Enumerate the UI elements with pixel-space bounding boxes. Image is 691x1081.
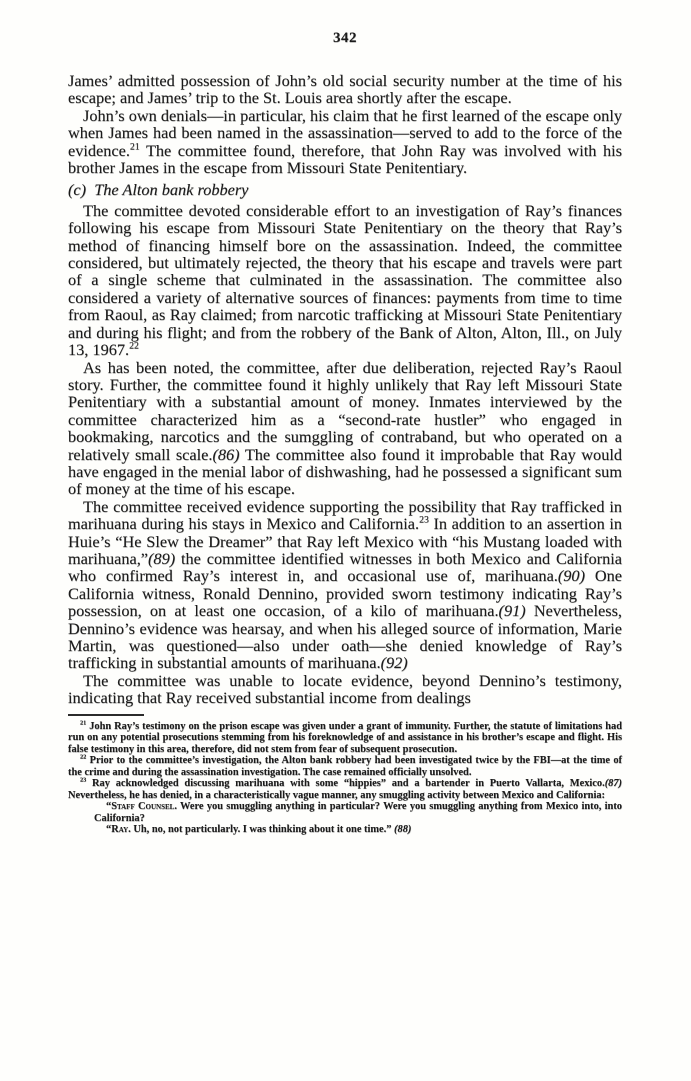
footnote-divider: [68, 714, 144, 716]
footnotes-section: [68, 721, 622, 836]
footnote-quote-line: “Ray. Uh, no, not particularly. I was thinking about it one time.” (88): [106, 824, 412, 836]
footnote-quote-line: “Staff Counsel. Were you smuggling anything in particular? Were you smuggling anything from Mexico into, into California?: [94, 801, 622, 824]
body-paragraph: The committee was unable to locate evidence, beyond Dennino’s testimony, indicating that Ray received substantial income from dealings: [68, 670, 622, 708]
section-heading: (c) The Alton bank robbery: [68, 180, 249, 200]
footnote: $^{22}$ Prior to the committee’s investigation, the Alton bank robbery had been investigated twice by the FBI—at the time of the crime and during the assassination investigation. The case remained officially unsolved.: [68, 753, 622, 778]
body-paragraph: As has been noted, the committee, after due deliberation, rejected Ray’s Raoul story. Further, the committee found it highly unlikely that Ray left Missouri State Penitentiary with a substantial amount of money. Inmates interviewed by the committee characterized him as a “second-rate hustler” who engaged in bookmaking, narcotics and the sumggling of contraband, but who operated on a relatively small scale.(86) The committee also found it improbable that Ray would have engaged in the menial labor of dishwashing, had he possessed a significant sum of money at the time of his escape.: [68, 357, 623, 499]
footnote: $^{23}$ Ray acknowledged discussing marihuana with some “hippies” and a bartender in Puerto Vallarta, Mexico.(87) Nevertheless, he has denied, in a characteristically vague manner, any smuggling activity between Mexico and California:: [68, 776, 622, 801]
page-body: [68, 72, 622, 707]
body-paragraph: The committee devoted considerable effort to an investigation of Ray’s finances following his escape from Missouri State Penitentiary on the theory that Ray’s method of financing himself bore on the assassination. Indeed, the committee considered, but ultimately rejected, the theory that his escape and travels were part of a single scheme that culminated in the assassination. The committee also considered a variety of alternative sources of finances: payments from time to time from Raoul, as Ray claimed; from narcotic trafficking at Missouri State Penitentiary and during his flight; and from the robbery of the Bank of Alton, Alton, Ill., on July 13, 1967.22: [68, 200, 622, 360]
page-number: 342: [333, 30, 357, 46]
footnote: $^{21}$ John Ray’s testimony on the prison escape was given under a grant of immunity. Further, the statute of limitations had run on any potential prosecutions stemming from his foreknowledge of and assistance in his brother’s escape and flight. His false testimony in this area, therefore, did not stem from fear of subsequent prosecution.: [68, 719, 622, 755]
body-paragraph: John’s own denials—in particular, his claim that he first learned of the escape only when James had been named in the assassination—served to add to the force of the evidence.$^{21}$ The committee found, therefore, that John Ray was involved with his brother James in the escape from Missouri State Penitentiary.: [68, 105, 622, 178]
body-paragraph: James’ admitted possession of John’s old social security number at the time of his escape; and James’ trip to the St. Louis area shortly after the escape.: [68, 71, 622, 108]
body-paragraph: The committee received evidence supporting the possibility that Ray trafficked in marihuana during his stays in Mexico and California.$^{23}$ In addition to an assertion in Huie’s “He Slew the Dreamer” that Ray left Mexico with “his Mustang loaded with marihuana,”(89) the committee identified witnesses in both Mexico and California who confirmed Ray’s interest in, and occasional use of, marihuana.(90) One California witness, Ronald Dennino, provided sworn testimony indicating Ray’s possession, on at least one occasion, of a kilo of marihuana.(91) Nevertheless, Dennino’s evidence was hearsay, and when his alleged source of information, Marie Martin, was questioned—also under oath—she denied knowledge of Ray’s trafficking in substantial amounts of marihuana.(92): [68, 496, 623, 673]
